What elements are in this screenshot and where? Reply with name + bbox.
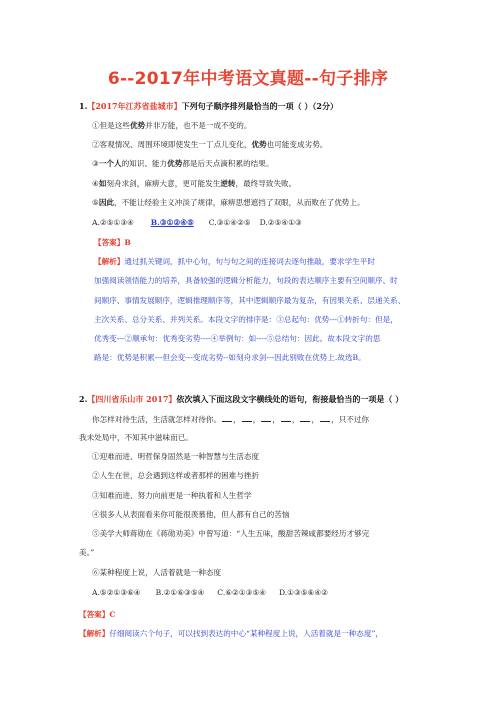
q2-source-tag: 【四川省乐山市 2017】 xyxy=(87,394,177,404)
q2-number: 2. xyxy=(79,394,88,404)
q2-options xyxy=(92,587,328,598)
q2-item-6: ⑥某种程度上说，人活着就是一种态度 xyxy=(92,568,222,577)
q1-source-tag: 【2017年江苏省盐城市】 xyxy=(87,101,182,111)
q2-option-a: A.⑤②①③⑥④ xyxy=(92,588,141,597)
q2-intro-line-2: 我未处局中，不知其中滋味而已。 xyxy=(79,433,193,442)
q1-explanation-line-1: 【解析】通过抓关键词，抓中心句，句与句之间的连接词去逐句推敲，要求学生平时 xyxy=(94,257,375,266)
fill-blank[interactable] xyxy=(261,413,271,422)
q2-explanation-line-1: 【解析】仔细阅读六个句子，可以找到表达的中心“某种程度上说，人活着就是一种态度”， xyxy=(79,629,383,638)
q2-item-5-cont: 美。” xyxy=(79,548,95,557)
q2-item-1: ①迎难而进、明哲保身固然是一种智慧与生活态度 xyxy=(92,452,260,461)
q1-explanation-line-5: 优秀变---②顺承句：优秀变劣势----④举例句：如----⑤总结句：因此。故本段文字的思 xyxy=(94,334,381,343)
q1-sentence-5: ⑤因此，不能让经验主义冲淡了规律，麻痹思想遮挡了双眼，从而败在了优势上。 xyxy=(92,198,365,207)
q1-explanation-line-2: 加强阅读领悟能力的培养，具备较强的逻辑分析能力，句段的表达顺序主要有空间顺序、时 xyxy=(94,276,398,285)
page-title: 6--2017年中考语文真题--句子排序 xyxy=(107,69,389,89)
q2-item-3: ③知难而进、努力向前更是一种执着和人生哲学 xyxy=(92,491,252,500)
q1-option-d: D.②⑤④①③ xyxy=(259,218,302,227)
q1-number: 1. xyxy=(79,101,88,111)
q1-sentence-4: ④如刻舟求剑，麻痹大意，更可能发生逆转，最终导致失败。 xyxy=(92,179,297,188)
q1-stem: 下列句子顺序排列最恰当的一项（ ）（2分） xyxy=(181,101,338,111)
q2-option-b: B.②①⑥③⑤④ xyxy=(155,588,205,597)
q1-option-c: C.③①④②⑤ xyxy=(208,218,251,227)
q1-option-a: A.②⑤①③④ xyxy=(92,218,134,227)
fill-blank[interactable] xyxy=(320,413,330,422)
fill-blank[interactable] xyxy=(300,413,310,422)
q2-item-2: ②人生在世，总会遇到这样或者那样的困难与挫折 xyxy=(92,471,260,480)
q1-explanation-line-4: 主次关系、总分关系、并列关系。本段文字的排序是：③总起句：优势---①转折句：但是， xyxy=(94,315,398,324)
fill-blank[interactable] xyxy=(242,413,252,422)
q1-sentence-2: ②客观情况、周围环境即使发生一丁点儿变化，优势也可能变成劣势。 xyxy=(92,140,328,149)
q1-sentence-1: ①但是这些优势并非万能，也不是一成不变的。 xyxy=(92,121,252,130)
q2-item-5: ⑤美学大师蒋勋在《蒋勋劝美》中曾写道：“人生五味，酸甜苦辣咸都要经历才够完 xyxy=(92,529,370,538)
q1-explanation-line-3: 间顺序、事情发展顺序，逻辑推理顺序等，其中逻辑顺序最为复杂，有因果关系、层递关系、 xyxy=(94,296,406,305)
q1-option-b: B.③①②④⑤ xyxy=(150,218,194,227)
fill-blank[interactable] xyxy=(281,413,291,422)
q2-intro-line-1: 你怎样对待生活，生活就怎样对待你。 ， ， ， ， ， ，只不过你 xyxy=(92,415,370,424)
q1-header xyxy=(79,101,338,112)
q1-options xyxy=(92,217,302,228)
q2-item-4: ④很多人从表面看来你可能很羡慕他，但人都有自己的苦恼 xyxy=(92,510,290,519)
q1-explanation-line-6: 路是：优势是积累---但会变---变成劣势--如刻舟求剑---因此别败在优势上.故选B。 xyxy=(94,353,366,362)
q1-answer: 【答案】B xyxy=(94,238,131,247)
q2-answer: 【答案】C xyxy=(79,610,116,619)
q2-header xyxy=(79,394,403,405)
q2-option-c: C.⑥②①③⑤④ xyxy=(217,588,267,597)
q1-sentence-3: ③一个人的知识、能力优势都是后天点滴积累的结果。 xyxy=(92,159,274,168)
q2-option-d: D.①③⑤⑥④② xyxy=(278,588,329,597)
q2-stem: 依次填入下面这段文字横线处的语句，衔接最恰当的一项是（ ） xyxy=(176,394,404,404)
fill-blank[interactable] xyxy=(222,413,232,422)
